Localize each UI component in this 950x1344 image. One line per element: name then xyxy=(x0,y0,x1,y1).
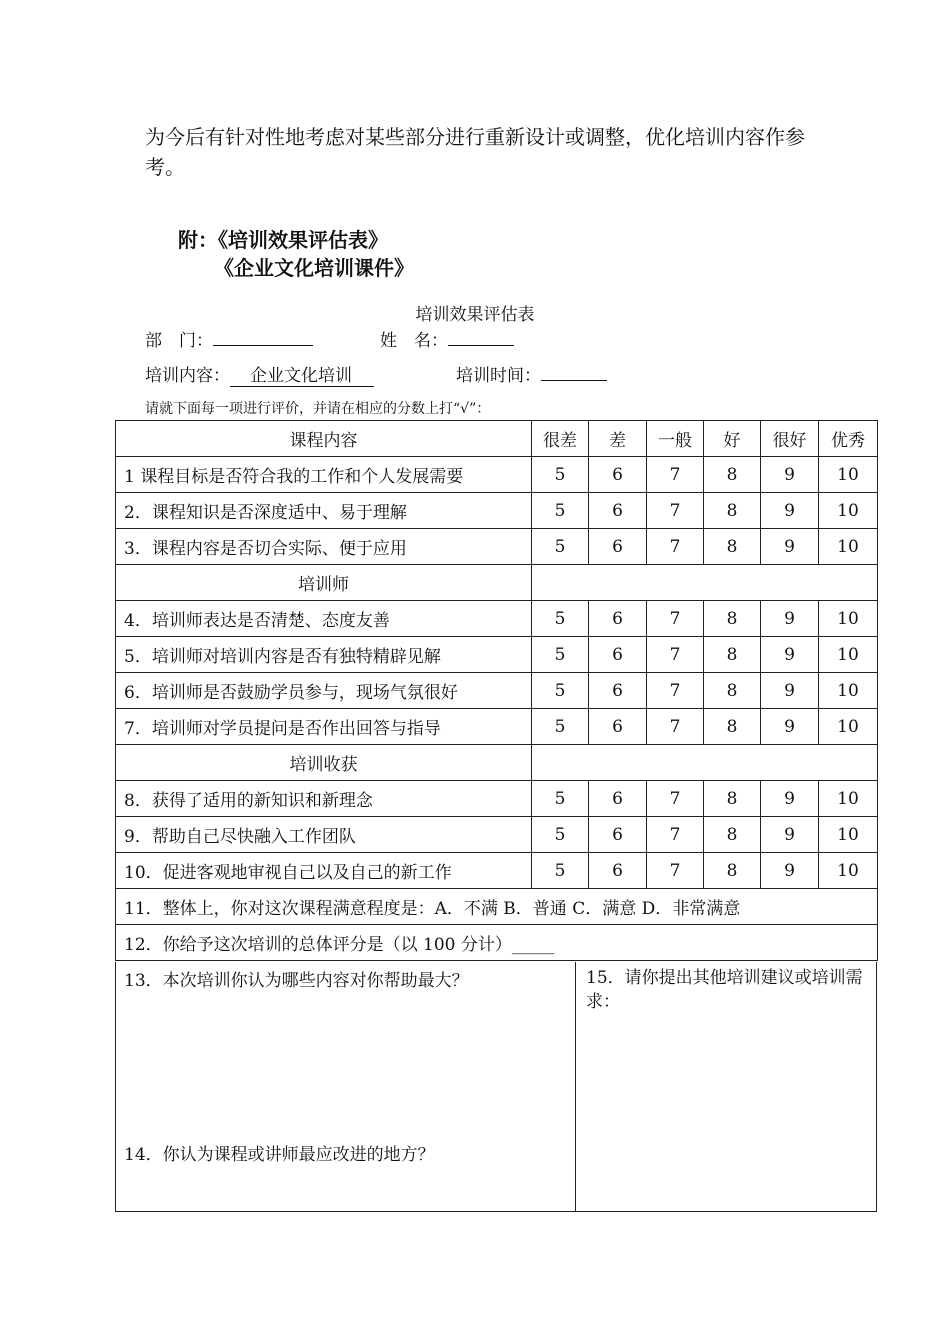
score-option[interactable]: 10 xyxy=(819,853,878,889)
column-header-rating: 很好 xyxy=(761,421,819,457)
time-label: 培训时间： xyxy=(456,366,541,386)
score-option[interactable]: 10 xyxy=(819,781,878,817)
department-blank[interactable] xyxy=(213,327,313,346)
name-field[interactable] xyxy=(380,326,514,351)
column-header-rating: 很差 xyxy=(532,421,589,457)
score-option[interactable]: 6 xyxy=(589,781,647,817)
score-option[interactable]: 9 xyxy=(761,637,819,673)
name-blank[interactable] xyxy=(448,327,514,346)
question-text: 6．培训师是否鼓励学员参与，现场气氛很好 xyxy=(116,673,532,709)
score-option[interactable]: 9 xyxy=(761,529,819,565)
question-text: 5．培训师对培训内容是否有独特精辟见解 xyxy=(116,637,532,673)
time-field[interactable] xyxy=(456,361,607,386)
score-option[interactable]: 5 xyxy=(532,601,589,637)
column-divider xyxy=(575,962,576,1211)
question-text: 4．培训师表达是否清楚、态度友善 xyxy=(116,601,532,637)
score-option[interactable]: 6 xyxy=(589,457,647,493)
score-option[interactable]: 7 xyxy=(647,601,704,637)
column-header-rating: 优秀 xyxy=(819,421,878,457)
section-empty-cell xyxy=(532,565,878,601)
question-text: 9．帮助自己尽快融入工作团队 xyxy=(116,817,532,853)
score-option[interactable]: 7 xyxy=(647,781,704,817)
column-header-rating: 一般 xyxy=(647,421,704,457)
question-row xyxy=(116,529,878,565)
name-label: 姓 名： xyxy=(380,331,448,351)
header-row xyxy=(116,421,878,457)
department-label: 部 门： xyxy=(145,331,213,351)
score-option[interactable]: 10 xyxy=(819,529,878,565)
score-option[interactable]: 10 xyxy=(819,673,878,709)
score-option[interactable]: 6 xyxy=(589,709,647,745)
score-option[interactable]: 5 xyxy=(532,457,589,493)
content-value: 企业文化培训 xyxy=(230,366,374,387)
question-text: 7．培训师对学员提问是否作出回答与指导 xyxy=(116,709,532,745)
score-option[interactable]: 8 xyxy=(704,853,761,889)
open-questions-area xyxy=(115,962,877,1212)
question-row xyxy=(116,493,878,529)
score-option[interactable]: 5 xyxy=(532,709,589,745)
content-field xyxy=(145,361,374,386)
evaluation-table xyxy=(115,420,878,961)
question-text: 10．促进客观地审视自己以及自己的新工作 xyxy=(116,853,532,889)
score-option[interactable]: 7 xyxy=(647,673,704,709)
time-blank[interactable] xyxy=(541,362,607,381)
column-header-content: 课程内容 xyxy=(116,421,532,457)
score-option[interactable]: 9 xyxy=(761,781,819,817)
score-option[interactable]: 9 xyxy=(761,601,819,637)
score-option[interactable]: 8 xyxy=(704,493,761,529)
score-option[interactable]: 10 xyxy=(819,457,878,493)
score-option[interactable]: 6 xyxy=(589,601,647,637)
score-option[interactable]: 9 xyxy=(761,673,819,709)
score-option[interactable]: 5 xyxy=(532,781,589,817)
question-15: 15．请你提出其他培训建议或培训需求： xyxy=(586,968,863,1012)
form-title: 培训效果评估表 xyxy=(415,305,535,325)
score-option[interactable]: 7 xyxy=(647,493,704,529)
score-option[interactable]: 9 xyxy=(761,817,819,853)
department-field[interactable] xyxy=(145,326,313,351)
score-option[interactable]: 8 xyxy=(704,781,761,817)
question-text: 1 课程目标是否符合我的工作和个人发展需要 xyxy=(116,457,532,493)
score-option[interactable]: 7 xyxy=(647,529,704,565)
question-row xyxy=(116,853,878,889)
question-row xyxy=(116,601,878,637)
question-11-row xyxy=(116,889,878,925)
score-option[interactable]: 10 xyxy=(819,709,878,745)
score-option[interactable]: 6 xyxy=(589,673,647,709)
question-text: 8．获得了适用的新知识和新理念 xyxy=(116,781,532,817)
score-option[interactable]: 9 xyxy=(761,493,819,529)
score-option[interactable]: 8 xyxy=(704,457,761,493)
score-option[interactable]: 9 xyxy=(761,709,819,745)
question-14: 14．你认为课程或讲师最应改进的地方？ xyxy=(124,1145,435,1165)
score-option[interactable]: 7 xyxy=(647,817,704,853)
question-13: 13．本次培训你认为哪些内容对你帮助最大？ xyxy=(124,971,469,991)
score-option[interactable]: 6 xyxy=(589,637,647,673)
question-row xyxy=(116,781,878,817)
score-option[interactable]: 8 xyxy=(704,601,761,637)
question-12: 12．你给予这次培训的总体评分是（以 100 分计）_____ xyxy=(116,925,878,961)
score-option[interactable]: 10 xyxy=(819,637,878,673)
score-option[interactable]: 10 xyxy=(819,601,878,637)
score-option[interactable]: 9 xyxy=(761,457,819,493)
question-row xyxy=(116,817,878,853)
score-option[interactable]: 6 xyxy=(589,493,647,529)
question-12-row xyxy=(116,925,878,961)
intro-paragraph: 为今后有针对性地考虑对某些部分进行重新设计或调整，优化培训内容作参考。 xyxy=(145,125,805,179)
score-option[interactable]: 8 xyxy=(704,709,761,745)
section-title: 培训师 xyxy=(116,565,532,601)
score-option[interactable]: 7 xyxy=(647,457,704,493)
question-row xyxy=(116,637,878,673)
question-row xyxy=(116,709,878,745)
score-option[interactable]: 10 xyxy=(819,493,878,529)
column-header-rating: 好 xyxy=(704,421,761,457)
section-title: 培训收获 xyxy=(116,745,532,781)
attachment-line-2: 《企业文化培训课件》 xyxy=(214,256,414,280)
question-11: 11．整体上，你对这次课程满意程度是：A．不满 B．普通 C．满意 D．非常满意 xyxy=(116,889,878,925)
question-text: 3．课程内容是否切合实际、便于应用 xyxy=(116,529,532,565)
score-option[interactable]: 6 xyxy=(589,853,647,889)
score-option[interactable]: 5 xyxy=(532,529,589,565)
score-option[interactable]: 7 xyxy=(647,853,704,889)
attachment-line-1: 附：《培训效果评估表》 xyxy=(178,228,388,252)
score-option[interactable]: 8 xyxy=(704,529,761,565)
score-option[interactable]: 5 xyxy=(532,853,589,889)
question-row xyxy=(116,673,878,709)
score-option[interactable]: 9 xyxy=(761,853,819,889)
column-header-rating: 差 xyxy=(589,421,647,457)
question-text: 2．课程知识是否深度适中、易于理解 xyxy=(116,493,532,529)
score-option[interactable]: 7 xyxy=(647,709,704,745)
section-row xyxy=(116,745,878,781)
content-label: 培训内容： xyxy=(145,366,230,386)
score-option[interactable]: 6 xyxy=(589,817,647,853)
score-option[interactable]: 8 xyxy=(704,817,761,853)
instruction-text: 请就下面每一项进行评价，并请在相应的分数上打“√”： xyxy=(145,401,491,417)
score-option[interactable]: 8 xyxy=(704,637,761,673)
question-row xyxy=(116,457,878,493)
section-empty-cell xyxy=(532,745,878,781)
score-option[interactable]: 10 xyxy=(819,817,878,853)
score-option[interactable]: 6 xyxy=(589,529,647,565)
score-option[interactable]: 8 xyxy=(704,673,761,709)
score-option[interactable]: 5 xyxy=(532,493,589,529)
score-option[interactable]: 5 xyxy=(532,637,589,673)
score-option[interactable]: 5 xyxy=(532,673,589,709)
score-option[interactable]: 7 xyxy=(647,637,704,673)
score-option[interactable]: 5 xyxy=(532,817,589,853)
section-row xyxy=(116,565,878,601)
